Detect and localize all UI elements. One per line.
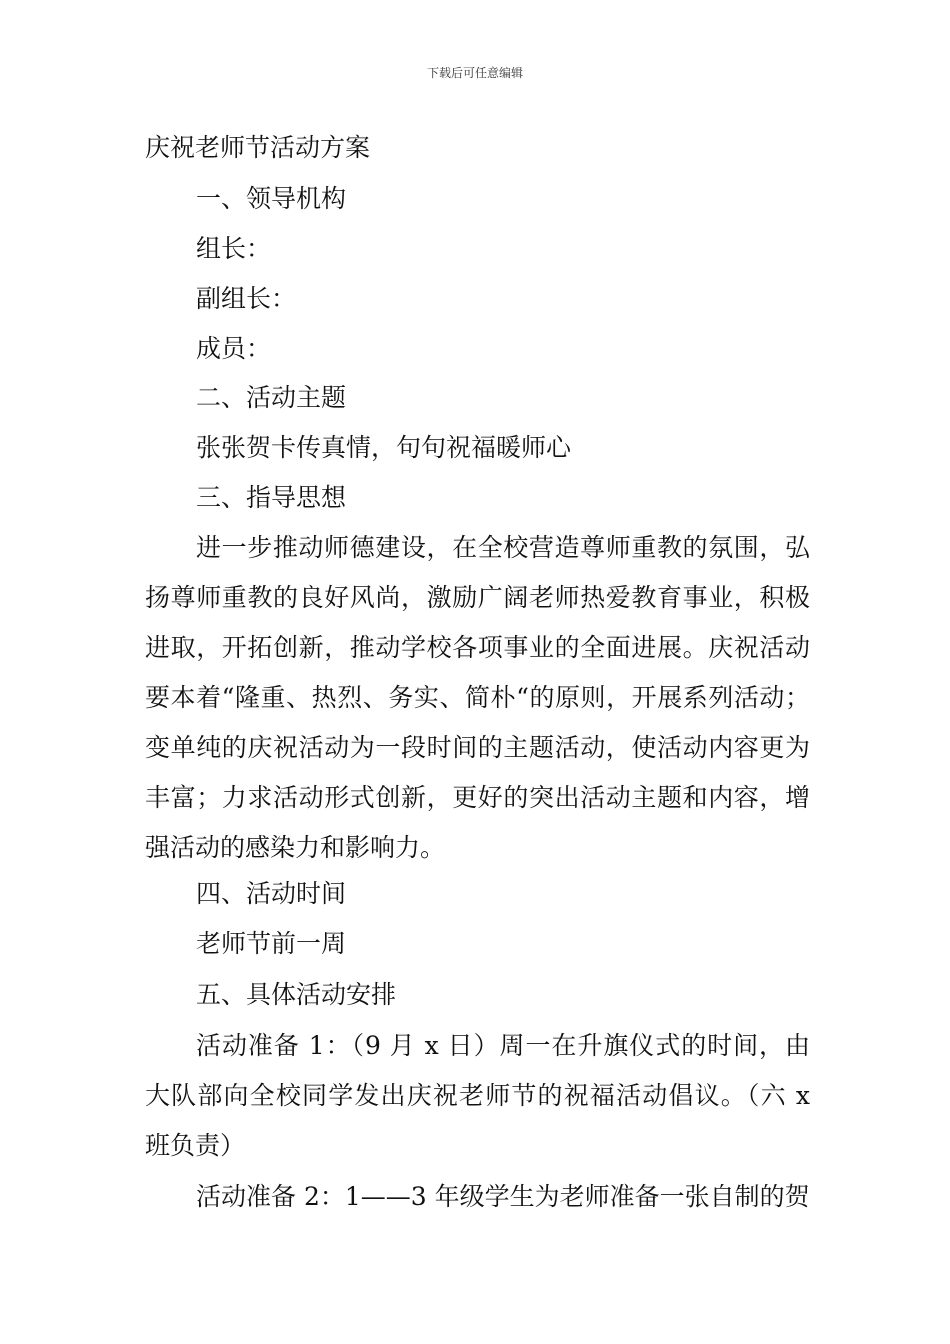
theme-text: 张张贺卡传真情，句句祝福暖师心: [196, 433, 572, 462]
document-title: 庆祝老师节活动方案: [145, 133, 371, 162]
members-line: 成员：: [196, 334, 272, 363]
deputy-leader-line: 副组长：: [196, 284, 297, 313]
leader-line: 组长：: [196, 234, 272, 263]
prep-2-paragraph: 活动准备 2：1——3 年级学生为老师准备一张自制的贺: [196, 1182, 810, 1211]
section-heading-time: 四、活动时间: [196, 879, 347, 908]
section-heading-leadership: 一、领导机构: [196, 184, 347, 213]
section-heading-guidance: 三、指导思想: [196, 483, 347, 512]
guidance-paragraph: 进一步推动师德建设，在全校营造尊师重教的氛围，弘扬尊师重教的良好风尚，激励广阔老师热爱教育事业，积极进取，开拓创新，推动学校各项事业的全面进展。庆祝活动要本着“隆重、热烈、务实、简朴“的原则，开展系列活动；变单纯的庆祝活动为一段时间的主题活动，使活动内容更为丰富；力求活动形式创新，更好的突出活动主题和内容，增强活动的感染力和影响力。: [145, 533, 810, 862]
prep-1-paragraph: 活动准备 1：（9 月 x 日）周一在升旗仪式的时间，由大队部向全校同学发出庆祝老师节的祝福活动倡议。（六 x 班负责）: [145, 1031, 810, 1160]
header-note: 下载后可任意编辑: [426, 66, 523, 80]
time-text: 老师节前一周: [196, 929, 347, 958]
section-heading-theme: 二、活动主题: [196, 383, 347, 412]
section-heading-arrangement: 五、具体活动安排: [196, 980, 397, 1009]
